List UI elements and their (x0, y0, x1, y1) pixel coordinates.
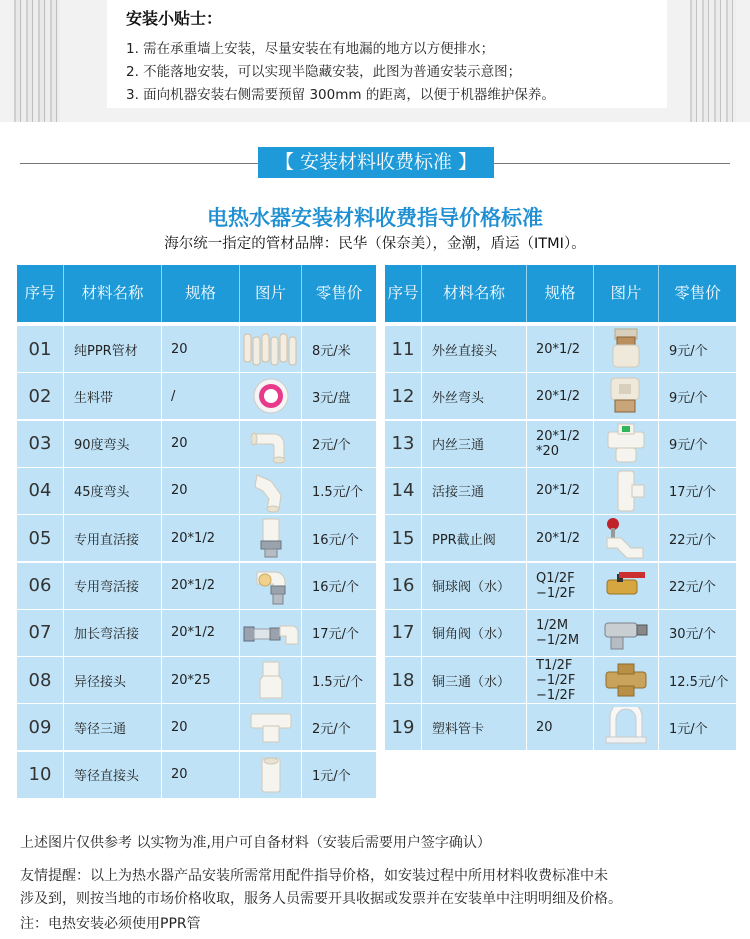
retail-price: 8元/米 (312, 343, 351, 359)
material-spec: 20 (536, 719, 553, 735)
table-row (17, 610, 376, 656)
header-price: 零售价 (674, 284, 721, 302)
table-header (17, 265, 376, 322)
union-tee-icon (594, 468, 658, 514)
material-spec: 20 (171, 719, 188, 735)
material-name: 活接三通 (432, 485, 485, 501)
retail-price: 9元/个 (669, 343, 708, 359)
tips-title: 安装小贴士： (126, 9, 223, 28)
row-number: 14 (391, 480, 415, 502)
material-name: 专用弯活接 (74, 580, 140, 595)
material-spec: 20*25 (171, 672, 211, 688)
row-number: 02 (28, 385, 52, 407)
table-row (385, 515, 736, 561)
row-number: 08 (28, 669, 52, 691)
row-number: 05 (28, 527, 52, 549)
material-spec: 1/2M −1/2M (536, 617, 580, 648)
material-spec: 20 (171, 436, 188, 452)
row-number: 03 (28, 433, 52, 455)
header-spec: 规格 (162, 265, 240, 322)
table-row (17, 326, 376, 372)
long-elbow-union-icon (240, 610, 301, 656)
tips-banner (0, 0, 750, 122)
retail-price: 16元/个 (312, 532, 359, 548)
table-header (385, 265, 736, 322)
material-spec: 20*1/2 (171, 530, 215, 546)
row-number: 13 (391, 433, 415, 455)
material-spec: T1/2F −1/2F −1/2F (536, 657, 576, 703)
header-no: 序号 (17, 265, 64, 322)
brand-note: 海尔统一指定的管材品牌：民华（保奈美），金潮，盾运（ITMI）。 (164, 236, 586, 252)
header-price: 零售价 (315, 284, 363, 302)
table-row (385, 563, 736, 609)
retail-price: 22元/个 (669, 532, 716, 548)
row-number: 04 (28, 480, 52, 502)
row-number: 16 (391, 575, 415, 596)
material-name: 45度弯头 (74, 485, 130, 501)
table-row (17, 563, 376, 609)
material-name: 塑料管卡 (432, 721, 485, 737)
decorative-strip (14, 0, 60, 122)
material-spec: 20*1/2 (536, 483, 580, 499)
retail-price: 17元/个 (312, 627, 359, 643)
coupling-icon (240, 752, 301, 798)
table-row (17, 421, 376, 467)
retail-price: 1元/个 (669, 721, 708, 737)
retail-price: 9元/个 (669, 438, 708, 454)
header-image: 图片 (594, 265, 659, 322)
retail-price: 1元/个 (312, 769, 351, 785)
material-name: 加长弯活接 (74, 627, 140, 643)
table-row (385, 704, 736, 750)
decorative-strip (690, 0, 736, 122)
brass-tee-icon (594, 657, 658, 703)
material-spec: 20*1/2 (536, 388, 580, 404)
table-row (17, 752, 376, 798)
tip-line: 3. 面向机器安装右侧需要预留 300mm 的距离，以便于机器维护保养。 (126, 87, 555, 103)
elbow-45-icon (240, 468, 301, 514)
note-line: 注：电热安装必须使用PPR管 (20, 916, 201, 932)
tip-line: 1. 需在承重墙上安装，尽量安装在有地漏的地方以方便排水； (126, 41, 495, 57)
tape-icon (240, 373, 301, 419)
row-number: 07 (28, 622, 52, 644)
material-name: 铜角阀（水） (432, 627, 511, 643)
material-name: 等径三通 (74, 721, 127, 737)
retail-price: 2元/个 (312, 721, 351, 737)
retail-price: 22元/个 (669, 580, 716, 595)
male-elbow-icon (594, 373, 658, 419)
table-row (385, 326, 736, 372)
note-line: 涉及到，则按当地的市场价格收取，服务人员需要开具收据或发票并在安装单中注明明细及价格。 (20, 891, 622, 907)
tip-line: 2. 不能落地安装，可以实现半隐藏安装，此图为普通安装示意图； (126, 64, 522, 80)
material-name: 生料带 (74, 390, 114, 406)
pipe-clip-icon (594, 704, 658, 750)
page-title: 电热水器安装材料收费指导价格标准 (207, 206, 543, 230)
header-no: 序号 (385, 265, 422, 322)
row-number: 17 (391, 622, 415, 644)
retail-price: 1.5元/个 (312, 674, 364, 690)
retail-price: 3元/盘 (312, 390, 351, 406)
tee-icon (240, 704, 301, 750)
material-spec: 20*1/2 *20 (536, 428, 580, 459)
material-spec: 20*1/2 (536, 530, 580, 546)
table-row (17, 704, 376, 750)
retail-price: 1.5元/个 (312, 485, 364, 501)
stop-valve-icon (594, 515, 658, 561)
reducer-icon (240, 657, 301, 703)
header-name: 材料名称 (64, 265, 162, 322)
angle-valve-icon (594, 610, 658, 656)
row-number: 18 (391, 669, 415, 691)
header-name: 材料名称 (422, 265, 527, 322)
header-image: 图片 (240, 265, 302, 322)
material-name: 铜三通（水） (432, 674, 511, 690)
elbow-union-icon (240, 563, 301, 609)
material-spec: / (171, 388, 176, 404)
elbow-90-icon (240, 421, 301, 467)
row-number: 12 (391, 385, 415, 407)
ball-valve-icon (594, 563, 658, 609)
straight-union-icon (240, 515, 301, 561)
table-row (17, 373, 376, 419)
material-spec: 20*1/2 (171, 578, 215, 593)
table-row (17, 468, 376, 514)
retail-price: 17元/个 (669, 485, 716, 501)
retail-price: 12.5元/个 (669, 674, 729, 690)
divider (20, 163, 258, 164)
table-row (385, 468, 736, 514)
material-spec: 20 (171, 483, 188, 499)
header-spec: 规格 (527, 265, 594, 322)
table-row (385, 421, 736, 467)
note-line: 友情提醒：以上为热水器产品安装所需常用配件指导价格，如安装过程中所用材料收费标准中未 (20, 868, 608, 884)
material-name: 内丝三通 (432, 438, 485, 454)
material-spec: 20*1/2 (536, 341, 580, 357)
pipe-icon (240, 326, 301, 372)
material-name: 纯PPR管材 (74, 343, 138, 359)
note-line: 上述图片仅供参考 以实物为准,用户可自备材料（安装后需要用户签字确认） (20, 835, 491, 851)
row-number: 11 (391, 338, 415, 360)
retail-price: 16元/个 (312, 580, 359, 595)
section-title: 【 安装材料收费标准 】 (258, 147, 494, 178)
material-spec: 20 (171, 767, 188, 783)
row-number: 19 (391, 716, 415, 738)
retail-price: 9元/个 (669, 390, 708, 406)
material-spec: Q1/2F −1/2F (536, 570, 576, 601)
male-straight-icon (594, 326, 658, 372)
table-row (385, 657, 736, 703)
female-tee-icon (594, 421, 658, 467)
table-row (17, 657, 376, 703)
material-name: 外丝弯头 (432, 390, 485, 406)
material-name: 等径直接头 (74, 769, 140, 785)
row-number: 01 (28, 338, 52, 360)
row-number: 15 (391, 527, 415, 549)
material-name: 异径接头 (74, 674, 127, 690)
table-row (17, 515, 376, 561)
row-number: 06 (28, 575, 52, 596)
material-name: PPR截止阀 (432, 532, 496, 548)
row-number: 10 (28, 764, 52, 786)
retail-price: 2元/个 (312, 438, 351, 454)
material-name: 铜球阀（水） (432, 580, 511, 595)
material-name: 外丝直接头 (432, 343, 498, 359)
material-name: 专用直活接 (74, 532, 140, 548)
row-number: 09 (28, 716, 52, 738)
material-spec: 20*1/2 (171, 625, 215, 641)
material-name: 90度弯头 (74, 438, 130, 454)
table-row (385, 373, 736, 419)
retail-price: 30元/个 (669, 627, 716, 643)
divider (494, 163, 730, 164)
table-row (385, 610, 736, 656)
material-spec: 20 (171, 341, 188, 357)
